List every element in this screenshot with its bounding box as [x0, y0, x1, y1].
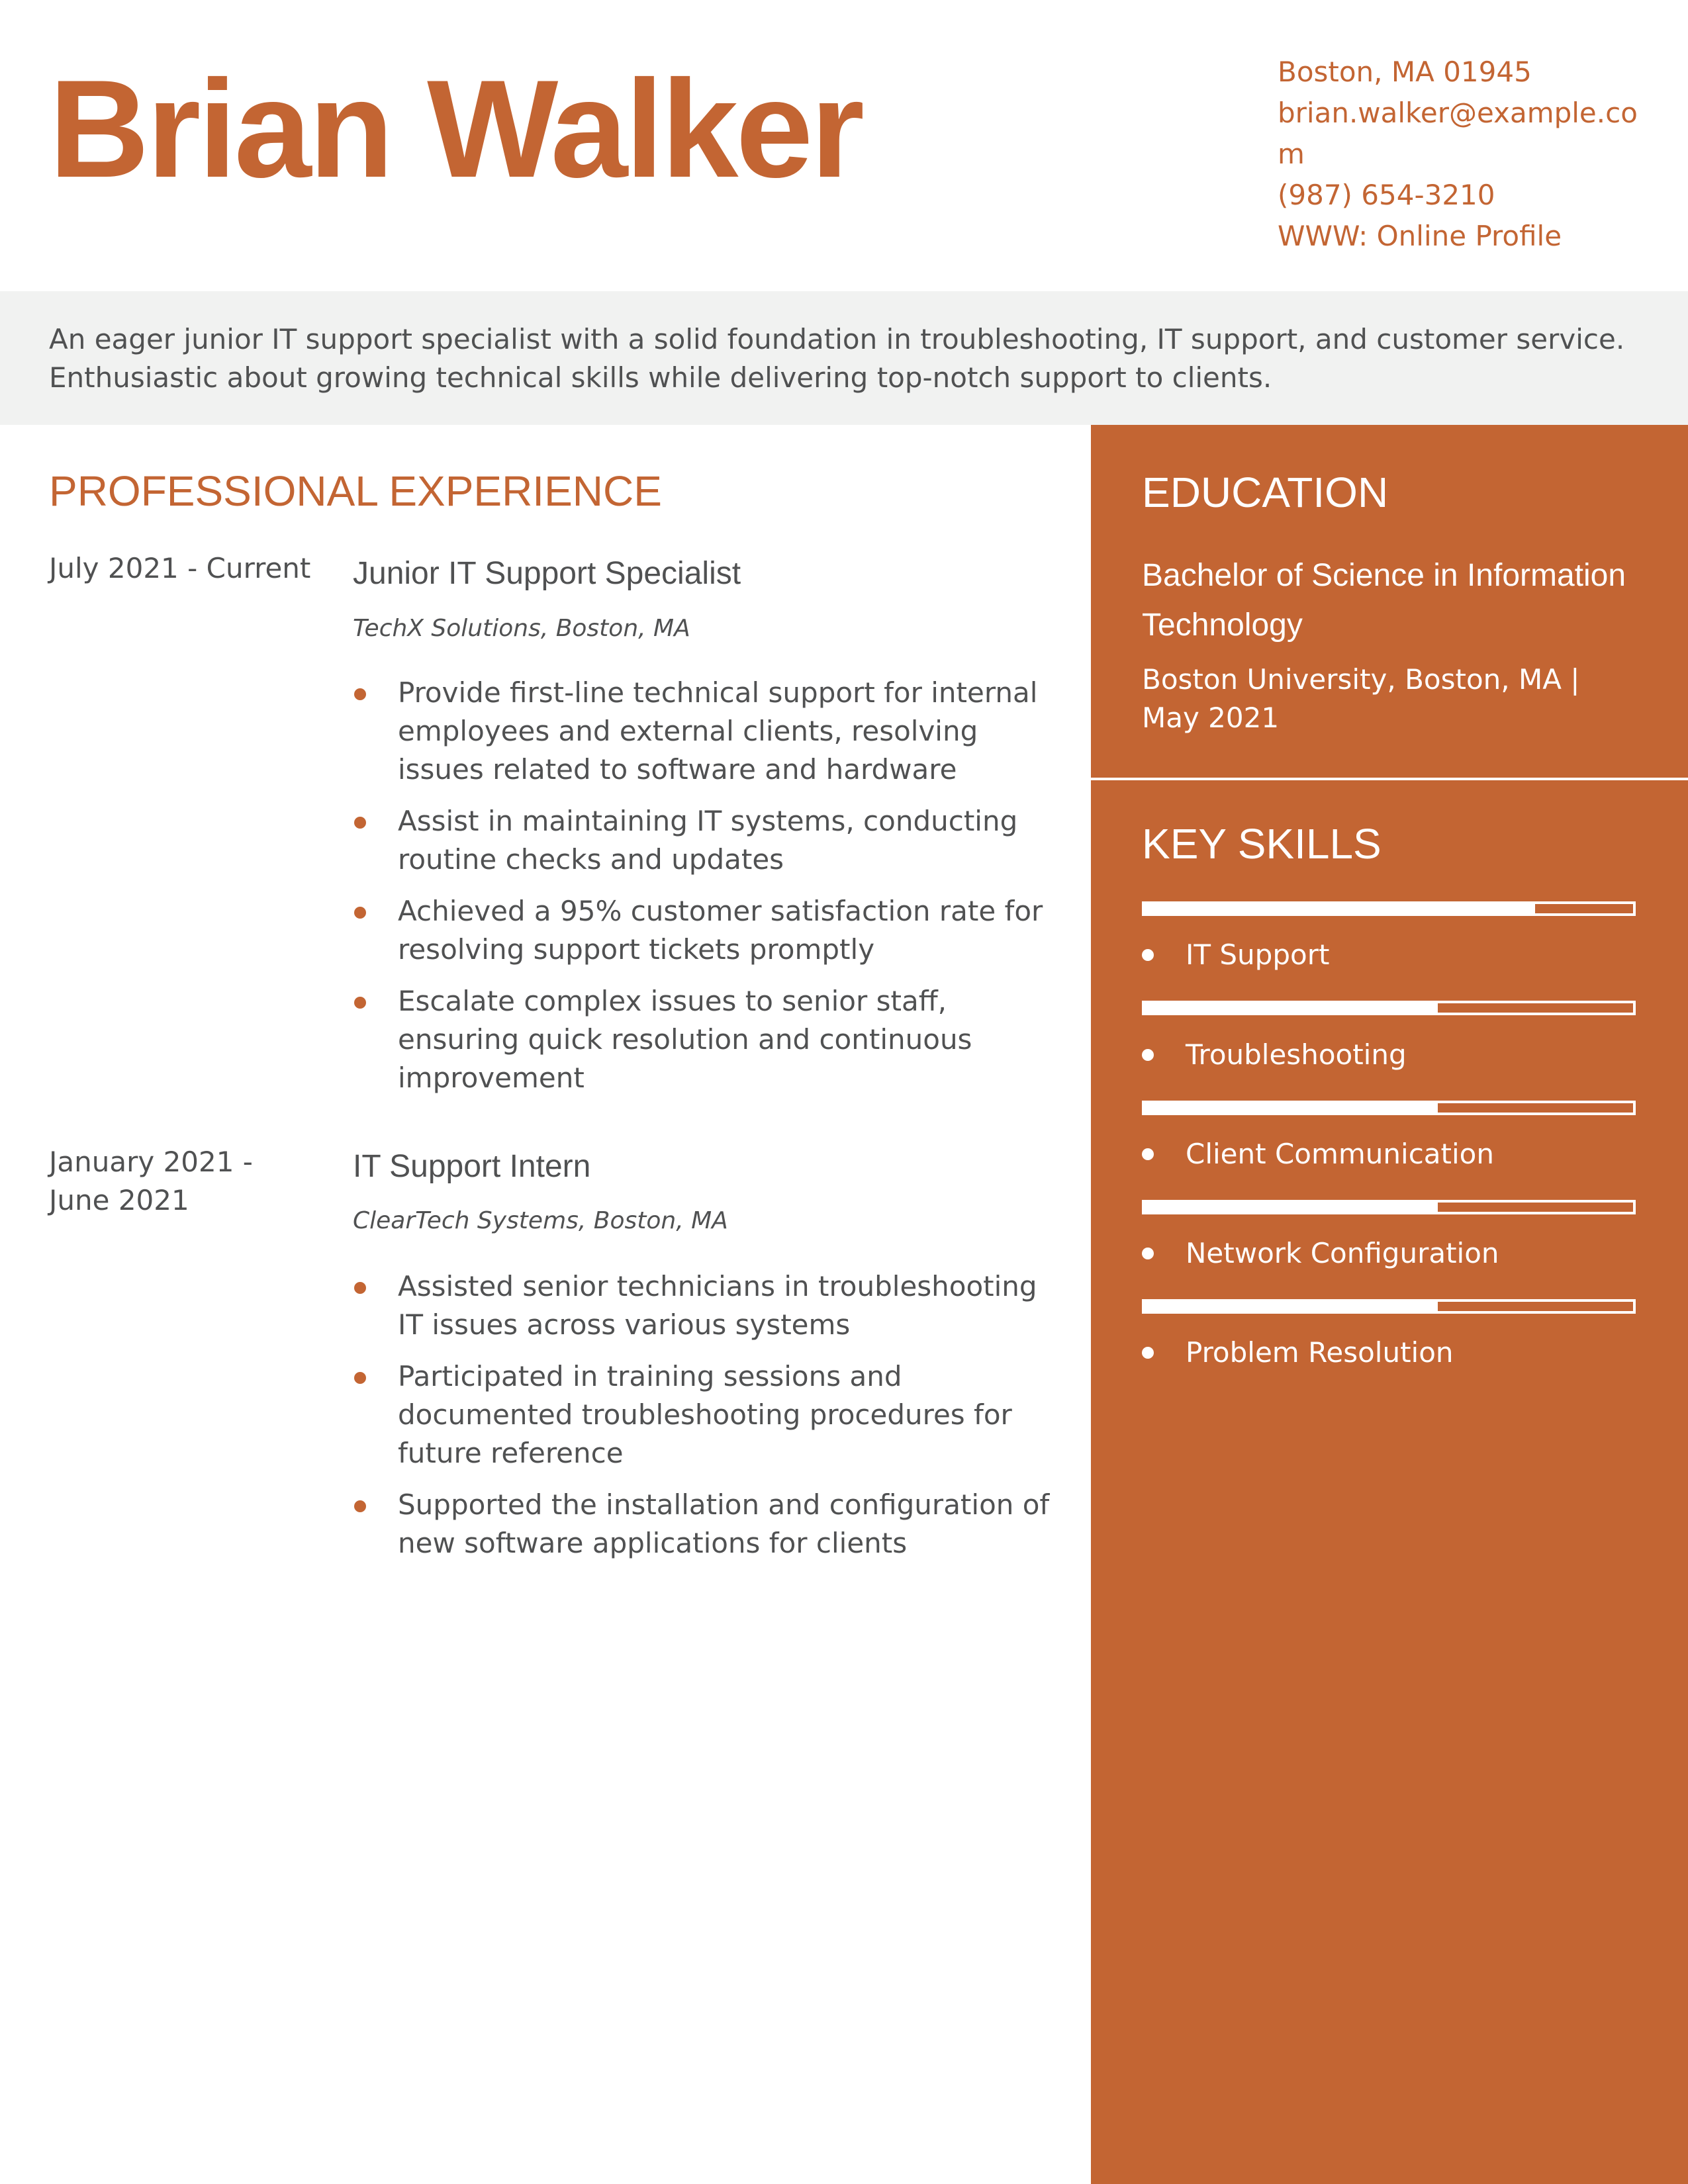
education-heading: EDUCATION [1142, 469, 1389, 516]
skill-bar-fill [1145, 1003, 1438, 1013]
contact-website[interactable]: WWW: Online Profile [1278, 220, 1562, 252]
skill-bar [1142, 1200, 1636, 1214]
bullet-dot-icon [354, 1282, 366, 1294]
skill-bar [1142, 1299, 1636, 1314]
contact-phone[interactable]: (987) 654-3210 [1278, 179, 1495, 211]
job-title: Junior IT Support Specialist [353, 556, 741, 591]
skills-heading: KEY SKILLS [1142, 820, 1382, 868]
skill-name: Problem Resolution [1186, 1336, 1454, 1369]
skill-bar-fill [1145, 1302, 1438, 1311]
job-bullet [353, 1267, 1068, 1344]
skill-bar-fill [1145, 1203, 1438, 1212]
bullet-dot-icon [1142, 949, 1154, 961]
job-bullet [353, 1486, 1068, 1563]
job-bullet [353, 982, 1068, 1097]
sidebar-divider [1091, 778, 1688, 780]
skill-name: Client Communication [1186, 1138, 1494, 1170]
bullet-dot-icon [354, 1500, 366, 1512]
job-title: IT Support Intern [353, 1149, 591, 1184]
skill-item [1142, 1036, 1645, 1074]
job-date: July 2021 - Current [49, 552, 311, 584]
skill-bar [1142, 1001, 1636, 1015]
skill-item [1142, 1234, 1645, 1273]
bullet-dot-icon [354, 907, 366, 919]
summary-text: An eager junior IT support specialist with a solid foundation in troubleshooting, IT support, and customer service. Enthusiastic about growing technical skills while delivering top-notch support to clients. [49, 323, 1625, 394]
skill-bar [1142, 901, 1636, 916]
job-bullet [353, 1357, 1068, 1473]
job-company: TechX Solutions, Boston, MA [353, 615, 690, 642]
bullet-dot-icon [354, 1372, 366, 1384]
skill-bar-fill [1145, 904, 1535, 913]
contact-info [1278, 52, 1648, 257]
bullet-text: Participated in training sessions and documented troubleshooting procedures for future reference [398, 1360, 1012, 1469]
bullet-dot-icon [1142, 1049, 1154, 1061]
contact-email[interactable]: brian.walker@example.com [1278, 97, 1638, 170]
skill-name: Troubleshooting [1186, 1038, 1407, 1071]
job-bullets [353, 674, 1068, 1111]
experience-heading: PROFESSIONAL EXPERIENCE [49, 467, 662, 515]
bullet-text: Provide first-line technical support for internal employees and external clients, resolving issues related to software and hardware [398, 676, 1038, 786]
bullet-dot-icon [354, 688, 366, 700]
bullet-dot-icon [1142, 1347, 1154, 1359]
bullet-dot-icon [1142, 1148, 1154, 1160]
bullet-text: Supported the installation and configuration of new software applications for clients [398, 1488, 1050, 1559]
bullet-dot-icon [354, 817, 366, 829]
skill-bar [1142, 1101, 1636, 1115]
skill-item [1142, 936, 1645, 974]
job-company: ClearTech Systems, Boston, MA [353, 1207, 728, 1234]
job-bullet [353, 892, 1068, 969]
bullet-text: Escalate complex issues to senior staff, ensuring quick resolution and continuous improvement [398, 985, 972, 1094]
bullet-dot-icon [354, 997, 366, 1009]
candidate-name: Brian Walker [49, 51, 862, 206]
skill-item [1142, 1135, 1645, 1173]
degree: Bachelor of Science in Information Technology [1142, 558, 1626, 643]
bullet-text: Assist in maintaining IT systems, conducting routine checks and updates [398, 805, 1018, 876]
bullet-text: Achieved a 95% customer satisfaction rate for resolving support tickets promptly [398, 895, 1043, 966]
summary-section [0, 291, 1688, 425]
job-bullets [353, 1267, 1068, 1576]
skill-name: Network Configuration [1186, 1237, 1499, 1269]
school: Boston University, Boston, MA | May 2021 [1142, 663, 1580, 734]
header [0, 0, 1688, 291]
skill-name: IT Support [1186, 938, 1330, 971]
job-date: January 2021 - June 2021 [49, 1146, 253, 1216]
contact-address: Boston, MA 01945 [1278, 56, 1532, 88]
bullet-text: Assisted senior technicians in troubleshooting IT issues across various systems [398, 1270, 1037, 1341]
skill-item [1142, 1334, 1645, 1372]
skill-bar-fill [1145, 1103, 1438, 1113]
bullet-dot-icon [1142, 1248, 1154, 1259]
job-bullet [353, 674, 1068, 789]
job-bullet [353, 802, 1068, 879]
